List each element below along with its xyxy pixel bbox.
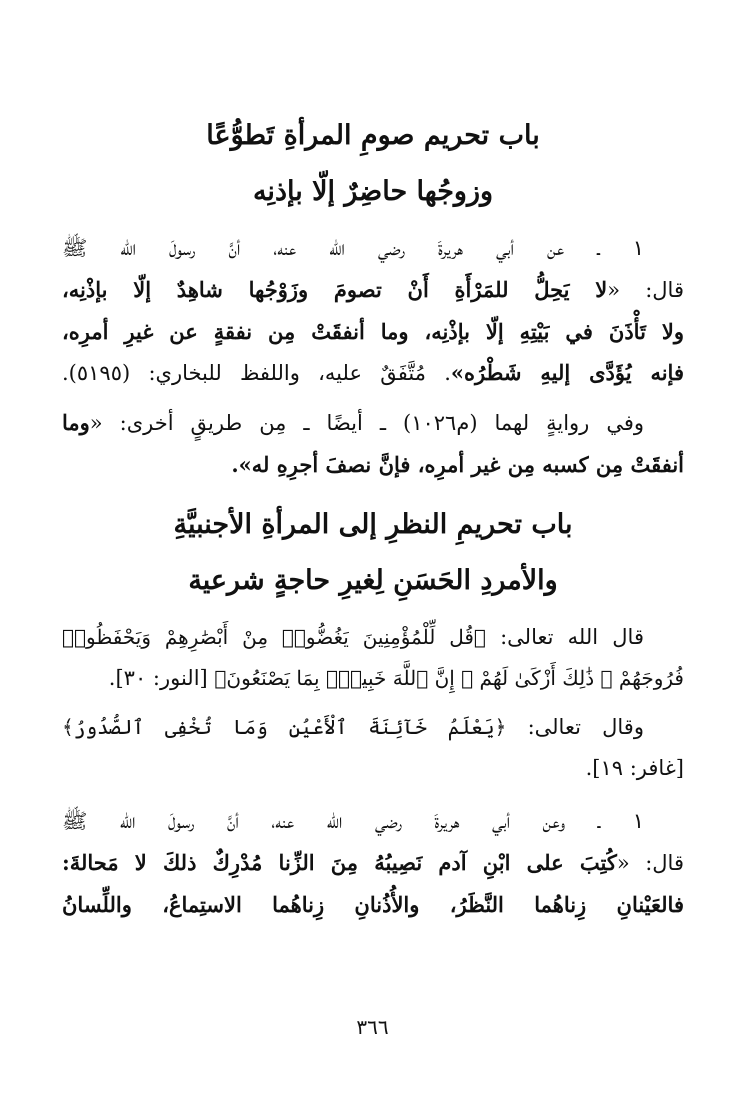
hadith-quote: فإنه يُؤَدَّى إليهِ شَطْرُه» — [450, 360, 684, 385]
hadith-quote: فالعَيْنانِ زِناهُما النَّظَرُ، والأُذُنانِ زِناهُما الاستِماعُ، واللِّسانُ — [62, 892, 684, 917]
verse-nur — [62, 617, 684, 699]
text-line — [62, 707, 684, 748]
text-line — [62, 842, 684, 884]
page-number: ٣٦٦ — [356, 1015, 389, 1039]
text-line — [62, 269, 684, 311]
chapter-title-fasting — [62, 108, 684, 220]
chapter-title-line: وزوجُها حاضِرٌ إلّا بإذنِه — [252, 176, 494, 207]
hadith-quote: وما — [62, 410, 90, 435]
hadith-quote: أنفقَتْ مِن كسبه مِن غير أمرِه، فإنَّ نصفَ أجرِهِ له». — [231, 452, 684, 477]
hadith-quote: لا يَحِلُّ للمَرْأَةِ أَنْ تصومَ وزَوْجُها شاهِدٌ إلّا بإذْنِه، — [62, 277, 608, 302]
text-line: ١ ـ عن أبي هريرةَ رضي الله عنه، أنَّ رسولَ الله ﷺ — [62, 236, 644, 260]
text-segment: قال: « — [607, 278, 684, 302]
page-content — [62, 108, 684, 925]
text-line — [62, 402, 684, 444]
hadith-gaze — [62, 801, 684, 925]
hadith-fasting — [62, 228, 684, 394]
text-line — [62, 617, 684, 658]
hadith-quote: ولا تَأْذَنَ في بَيْتِهِ إلّا بإذْنِه، وما أنفقَتْ مِن نفقةٍ عن غيرِ أمرِه، — [62, 319, 684, 344]
text-segment: قال الله تعالى: — [485, 625, 644, 649]
quran-verse: ﴿قُل لِّلْمُؤْمِنِينَ يَغُضُّوا۟ مِنْ أَبْصَٰرِهِمْ وَيَحْفَظُوا۟ — [62, 625, 486, 649]
chapter-title-gaze — [62, 497, 684, 609]
chapter-title-line: والأمردِ الحَسَنِ لِغيرِ حاجةٍ شرعية — [188, 565, 558, 596]
verse-reference: [النور: ٣٠]. — [108, 666, 215, 690]
text-line — [62, 658, 684, 699]
hadith-quote: كُتِبَ على ابْنِ آدم نَصِيبُهُ مِنَ الزِّنا مُدْرِكٌ ذلكَ لا مَحالةَ: — [62, 850, 617, 875]
chapter-title-line: باب تحريمِ النظرِ إلى المرأةِ الأجنبيَّةِ — [173, 509, 573, 540]
verse-reference: [غافر: ١٩]. — [585, 756, 684, 780]
text-segment: وقال تعالى: — [506, 715, 644, 739]
text-segment: قال: « — [616, 851, 684, 875]
text-line — [62, 352, 684, 394]
quran-verse: ﴿يَعْلَمُ خَآئِنَةَ ٱلْأَعْيُنِ وَمَا تُخْفِى ٱلصُّدُورُ﴾ — [62, 715, 507, 739]
quran-verse: فُرُوجَهُمْ ۚ ذَٰلِكَ أَزْكَىٰ لَهُمْ ۗ إِنَّ ٱللَّهَ خَبِيرٌۢ بِمَا يَصْنَعُونَ﴾ — [214, 666, 684, 690]
verse-ghafir — [62, 707, 684, 789]
text-segment: وفي روايةٍ لهما (م١٠٢٦) ـ أيضًا ـ مِن طريقٍ أخرى: « — [89, 411, 645, 435]
chapter-title-line: باب تحريم صومِ المرأةِ تَطوُّعًا — [206, 120, 540, 151]
text-line: ١ ـ وعن أبي هريرةَ رضي الله عنه، أنَّ رسولَ الله ﷺ — [62, 809, 644, 833]
hadith-reference: . مُتَّفَقٌ عليه، واللفظ للبخاري: (٥١٩٥). — [62, 361, 451, 385]
hadith-fasting-variant — [62, 402, 684, 485]
